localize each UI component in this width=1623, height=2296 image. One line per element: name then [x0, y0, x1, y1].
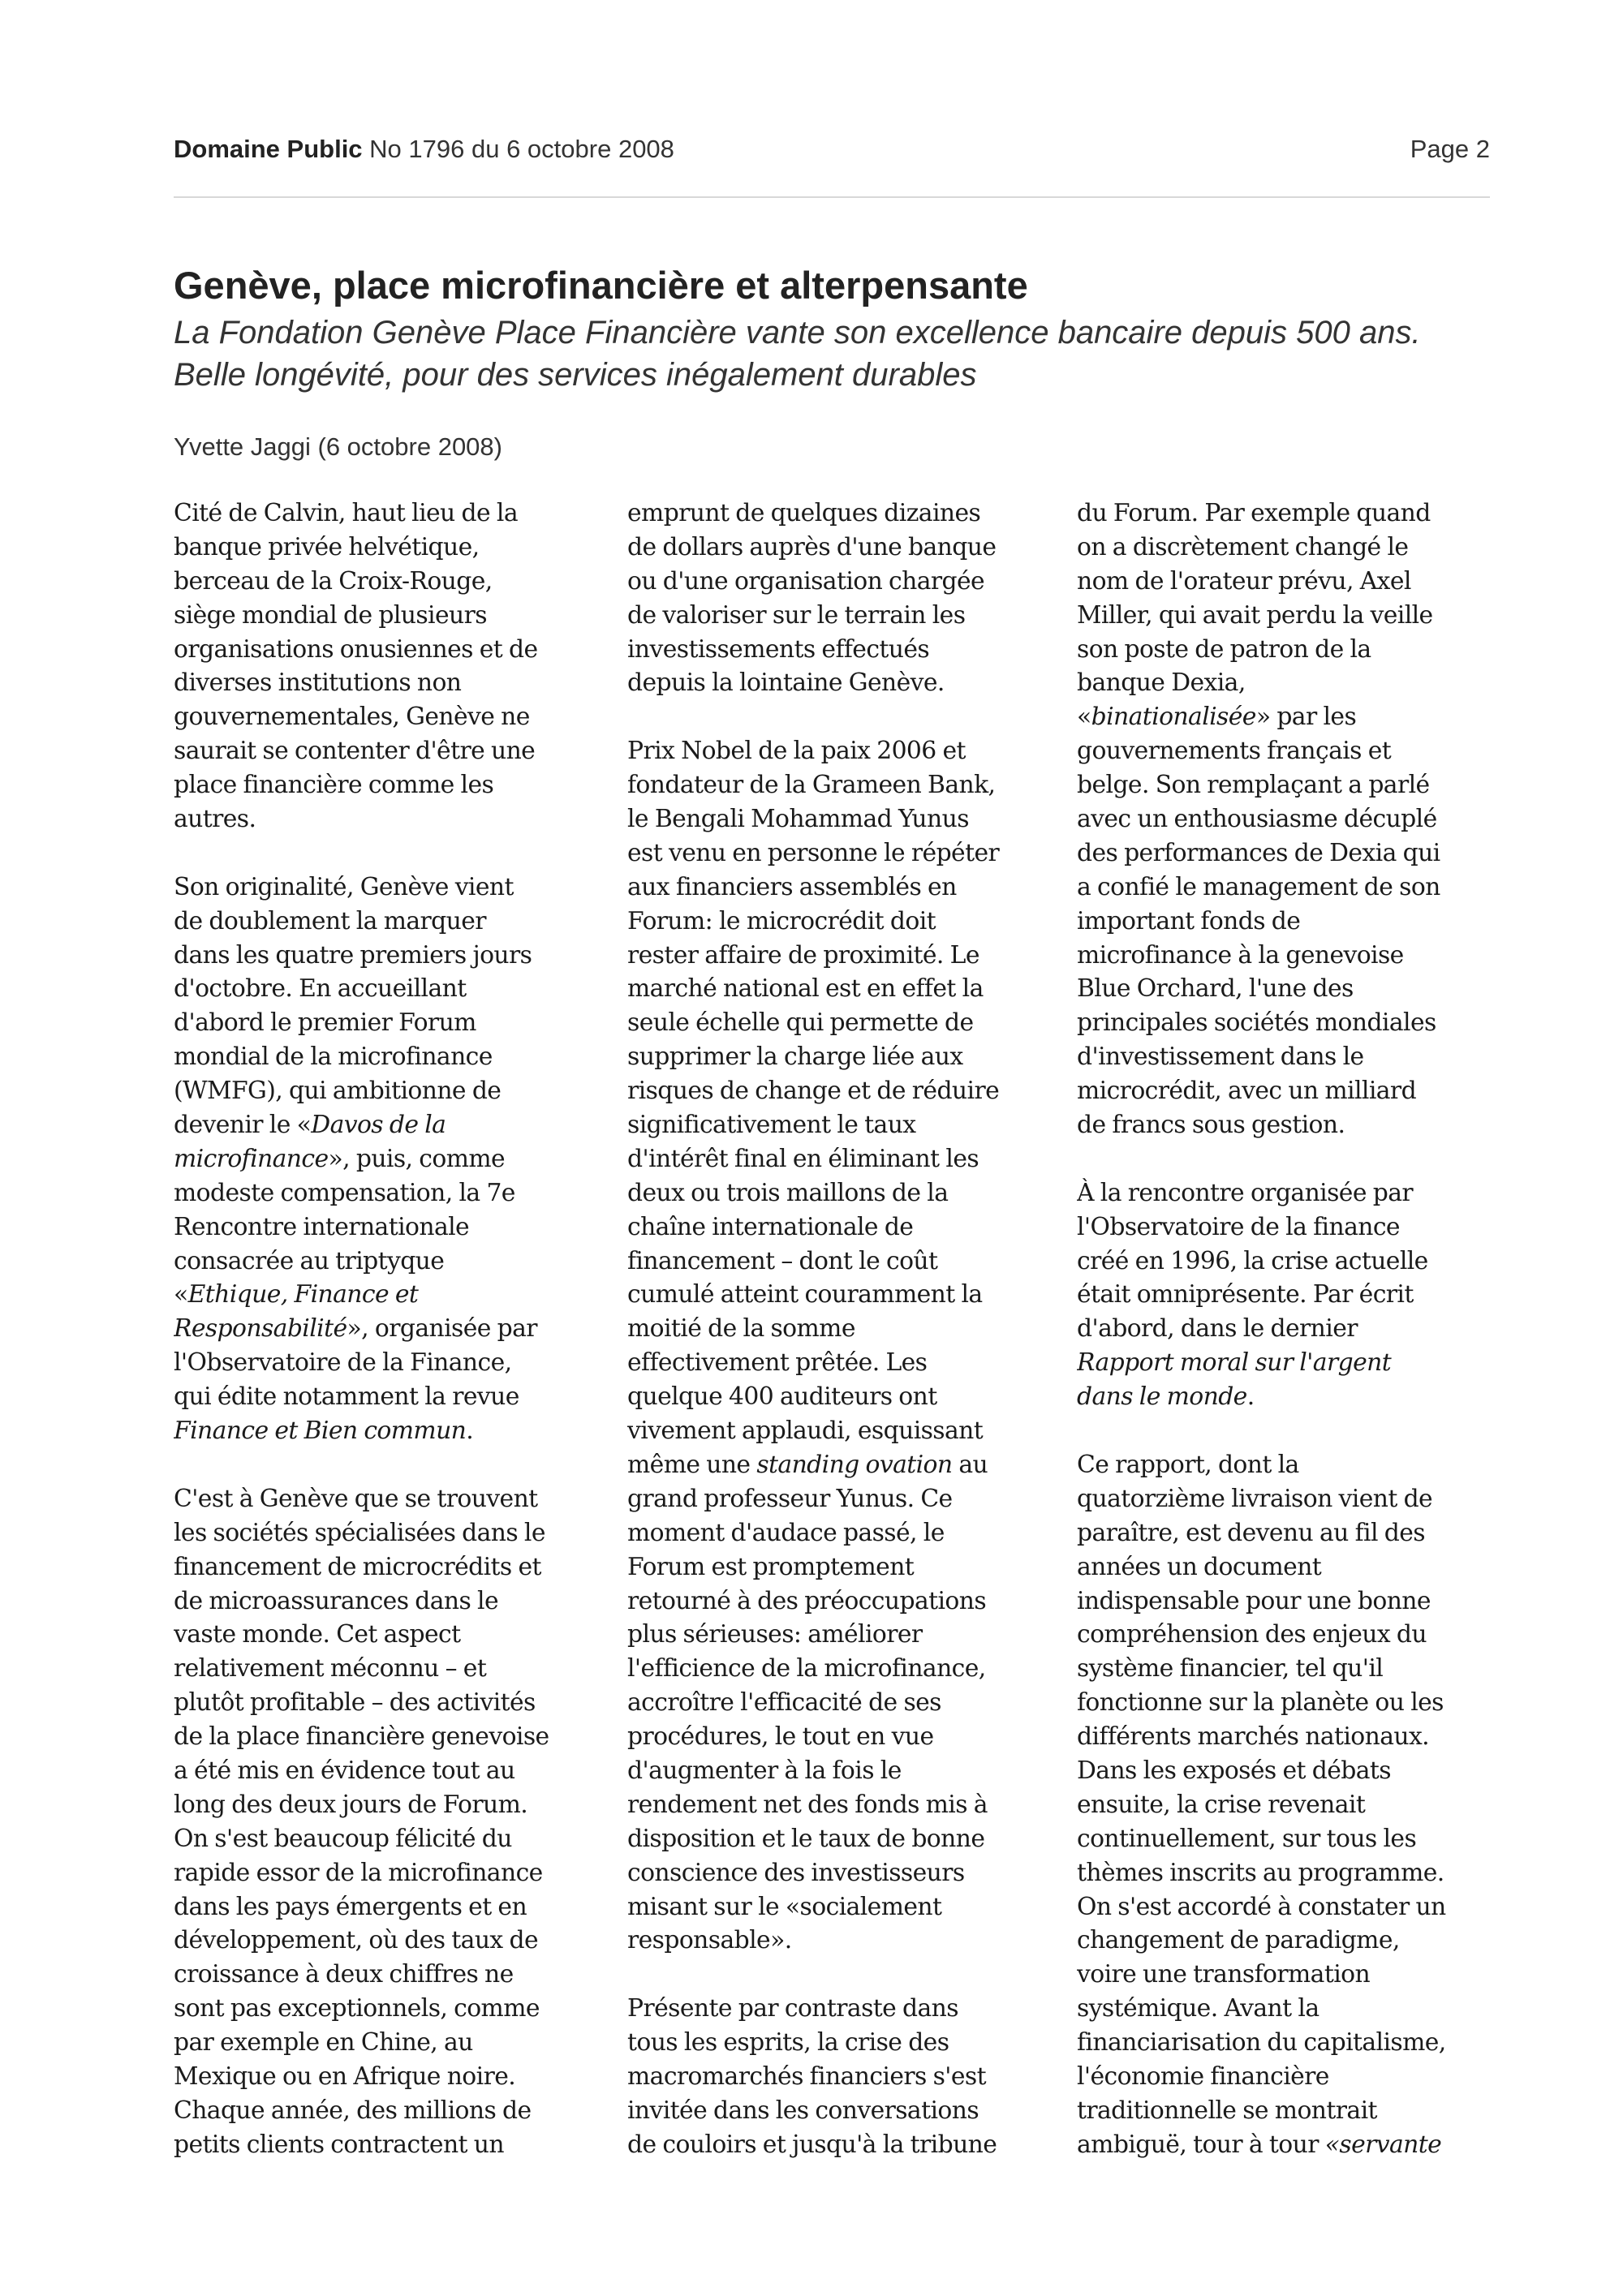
text-line: seule échelle qui permette de: [627, 1008, 974, 1038]
text-line: d'octobre. En accueillant: [174, 974, 467, 1004]
text-line: dans les quatre premiers jours: [174, 940, 532, 970]
text-line: banque privée helvétique,: [174, 532, 480, 561]
text-line: les sociétés spécialisées dans le: [174, 1518, 545, 1547]
text-line: différents marchés nationaux.: [1077, 1722, 1430, 1752]
text-line: paraître, est devenu au fil des: [1077, 1518, 1425, 1547]
text-line: par exemple en Chine, au: [174, 2028, 473, 2057]
text-line: ou d'une organisation chargée: [627, 566, 985, 595]
text-line: le Bengali Mohammad Yunus: [627, 805, 969, 834]
text-line: de dollars auprès d'une banque: [627, 532, 997, 561]
text-line: dans les pays émergents et en: [174, 1892, 527, 1921]
text-line: rapide essor de la microfinance: [174, 1858, 543, 1887]
text-line: était omniprésente. Par écrit: [1077, 1280, 1414, 1309]
text-line: saurait se contenter d'être une: [174, 737, 536, 766]
text-line: des performances de Dexia qui: [1077, 838, 1440, 867]
text-line: Responsabilité», organisée par: [174, 1314, 537, 1344]
text-line: À la rencontre organisée par: [1077, 1178, 1414, 1207]
text-line: quelque 400 auditeurs ont: [627, 1382, 937, 1412]
paragraph-gap: [1077, 1142, 1507, 1176]
text-line: dans le monde.: [1077, 1382, 1255, 1412]
text-line: Forum est promptement: [627, 1552, 915, 1581]
issue-info: No 1796 du 6 octobre 2008: [369, 135, 674, 163]
text-line: place financière comme les: [174, 771, 494, 800]
text-line: croissance à deux chiffres ne: [174, 1960, 514, 1989]
article-byline: Yvette Jaggi (6 octobre 2008): [174, 432, 502, 461]
text-line: autres.: [174, 805, 256, 834]
text-line: On s'est beaucoup félicité du: [174, 1824, 512, 1853]
text-line: ambiguë, tour à tour «servante: [1077, 2130, 1442, 2159]
text-line: Cité de Calvin, haut lieu de la: [174, 499, 518, 527]
header-divider: [174, 196, 1490, 198]
text-line: relativement méconnu – et: [174, 1654, 487, 1683]
text-line: l'économie financière: [1077, 2062, 1329, 2091]
text-line: d'abord, dans le dernier: [1077, 1314, 1358, 1344]
text-line: belge. Son remplaçant a parlé: [1077, 771, 1430, 800]
text-line: important fonds de: [1077, 906, 1301, 935]
text-line: Mexique ou en Afrique noire.: [174, 2062, 516, 2091]
text-line: Présente par contraste dans: [627, 1994, 958, 2023]
text-line: diverses institutions non: [174, 669, 462, 698]
text-line: qui édite notamment la revue: [174, 1382, 519, 1412]
text-line: vaste monde. Cet aspect: [174, 1620, 461, 1649]
text-line: accroître l'efficacité de ses: [627, 1688, 941, 1718]
text-line: mondial de la microfinance: [174, 1043, 493, 1072]
text-line: de microassurances dans le: [174, 1586, 499, 1615]
text-line: procédures, le tout en vue: [627, 1722, 934, 1752]
text-line: ensuite, la crise revenait: [1077, 1790, 1366, 1819]
text-line: continuellement, sur tous les: [1077, 1824, 1417, 1853]
text-line: avec un enthousiasme décuplé: [1077, 805, 1437, 834]
text-line: siège mondial de plusieurs: [174, 600, 487, 630]
text-line: Son originalité, Genève vient: [174, 872, 514, 901]
text-line: son poste de patron de la: [1077, 634, 1371, 664]
text-line: compréhension des enjeux du: [1077, 1620, 1427, 1649]
publication-info: [174, 135, 674, 164]
paragraph-gap: [174, 836, 604, 871]
paragraph-gap: [627, 1958, 1057, 1992]
text-line: Forum: le microcrédit doit: [627, 906, 936, 935]
text-line: disposition et le taux de bonne: [627, 1824, 985, 1853]
text-line: risques de change et de réduire: [627, 1077, 1000, 1106]
text-line: Miller, qui avait perdu la veille: [1077, 600, 1433, 630]
text-line: de francs sous gestion.: [1077, 1111, 1345, 1140]
article-subtitle: La Fondation Genève Place Financière vante son excellence bancaire depuis 500 ans. Belle longévité, pour des services inégalement durables: [174, 315, 1421, 393]
text-line: l'Observatoire de la finance: [1077, 1212, 1400, 1241]
text-line: rester affaire de proximité. Le: [627, 940, 979, 970]
text-line: Dans les exposés et débats: [1077, 1756, 1391, 1785]
text-line: d'investissement dans le: [1077, 1043, 1364, 1072]
text-line: effectivement prêtée. Les: [627, 1348, 928, 1378]
text-line: gouvernementales, Genève ne: [174, 703, 530, 732]
text-line: moitié de la somme: [627, 1314, 855, 1344]
text-line: aux financiers assemblés en: [627, 872, 957, 901]
text-line: macromarchés financiers s'est: [627, 2062, 986, 2091]
text-line: tous les esprits, la crise des: [627, 2028, 949, 2057]
text-line: changement de paradigme,: [1077, 1926, 1400, 1955]
text-line: C'est à Genève que se trouvent: [174, 1484, 538, 1513]
text-column-1: [174, 497, 604, 2168]
text-line: plus sérieuses: améliorer: [627, 1620, 923, 1649]
text-line: banque Dexia,: [1077, 669, 1246, 698]
text-line: berceau de la Croix-Rouge,: [174, 566, 493, 595]
text-line: on a discrètement changé le: [1077, 532, 1409, 561]
text-line: supprimer la charge liée aux: [627, 1043, 963, 1072]
text-line: emprunt de quelques dizaines: [627, 499, 981, 527]
text-line: principales sociétés mondiales: [1077, 1008, 1436, 1038]
text-line: gouvernements français et: [1077, 737, 1392, 766]
text-line: cumulé atteint couramment la: [627, 1280, 983, 1309]
text-line: Prix Nobel de la paix 2006 et: [627, 737, 966, 766]
article-title: Genève, place microfinancière et alterpensante: [174, 264, 1028, 307]
text-column-2: [627, 497, 1057, 2168]
text-line: fondateur de la Grameen Bank,: [627, 771, 996, 800]
text-line: vivement applaudi, esquissant: [627, 1417, 984, 1446]
paragraph-gap: [1077, 1414, 1507, 1448]
text-line: de doublement la marquer: [174, 906, 486, 935]
text-line: indispensable pour une bonne: [1077, 1586, 1431, 1615]
page-number: Page 2: [1410, 135, 1490, 163]
text-line: d'intérêt final en éliminant les: [627, 1144, 979, 1173]
text-line: systémique. Avant la: [1077, 1994, 1319, 2023]
text-line: Finance et Bien commun.: [174, 1417, 474, 1446]
text-line: fonctionne sur la planète ou les: [1077, 1688, 1444, 1718]
text-line: grand professeur Yunus. Ce: [627, 1484, 953, 1513]
text-line: créé en 1996, la crise actuelle: [1077, 1246, 1428, 1275]
text-line: de couloirs et jusqu'à la tribune: [627, 2130, 997, 2159]
text-line: d'augmenter à la fois le: [627, 1756, 902, 1785]
text-line: Chaque année, des millions de: [174, 2096, 532, 2125]
text-line: devenir le «Davos de la: [174, 1111, 446, 1140]
text-line: long des deux jours de Forum.: [174, 1790, 528, 1819]
text-line: l'efficience de la microfinance,: [627, 1654, 986, 1683]
text-line: invitée dans les conversations: [627, 2096, 979, 2125]
text-line: traditionnelle se montrait: [1077, 2096, 1377, 2125]
text-line: a été mis en évidence tout au: [174, 1756, 515, 1785]
text-line: responsable».: [627, 1926, 792, 1955]
text-line: du Forum. Par exemple quand: [1077, 499, 1431, 527]
text-line: quatorzième livraison vient de: [1077, 1484, 1433, 1513]
text-line: Rapport moral sur l'argent: [1077, 1348, 1392, 1378]
text-line: Ce rapport, dont la: [1077, 1450, 1299, 1479]
text-line: consacrée au triptyque: [174, 1246, 445, 1275]
text-line: «Ethique, Finance et: [174, 1280, 419, 1309]
text-line: (WMFG), qui ambitionne de: [174, 1077, 502, 1106]
text-line: Blue Orchard, l'une des: [1077, 974, 1354, 1004]
text-line: microfinance à la genevoise: [1077, 940, 1404, 970]
text-line: «binationalisée» par les: [1077, 703, 1357, 732]
text-line: sont pas exceptionnels, comme: [174, 1994, 540, 2023]
text-line: significativement le taux: [627, 1111, 916, 1140]
paragraph-gap: [627, 700, 1057, 734]
text-line: chaîne internationale de: [627, 1212, 914, 1241]
text-line: développement, où des taux de: [174, 1926, 539, 1955]
text-line: de la place financière genevoise: [174, 1722, 549, 1752]
text-line: marché national est en effet la: [627, 974, 984, 1004]
text-line: financiarisation du capitalisme,: [1077, 2028, 1446, 2057]
text-line: moment d'audace passé, le: [627, 1518, 945, 1547]
text-line: l'Observatoire de la Finance,: [174, 1348, 512, 1378]
text-column-3: [1077, 497, 1507, 2168]
text-line: depuis la lointaine Genève.: [627, 669, 945, 698]
text-line: plutôt profitable – des activités: [174, 1688, 536, 1718]
text-line: organisations onusiennes et de: [174, 634, 538, 664]
text-line: a confié le management de son: [1077, 872, 1440, 901]
text-line: retourné à des préoccupations: [627, 1586, 987, 1615]
text-line: est venu en personne le répéter: [627, 838, 1000, 867]
text-line: système financier, tel qu'il: [1077, 1654, 1384, 1683]
text-line: même une standing ovation au: [627, 1450, 988, 1479]
text-line: nom de l'orateur prévu, Axel: [1077, 566, 1411, 595]
text-line: misant sur le «socialement: [627, 1892, 942, 1921]
text-line: petits clients contractent un: [174, 2130, 504, 2159]
text-line: investissements effectués: [627, 634, 930, 664]
text-line: On s'est accordé à constater un: [1077, 1892, 1446, 1921]
text-line: thèmes inscrits au programme.: [1077, 1858, 1444, 1887]
text-line: voire une transformation: [1077, 1960, 1371, 1989]
text-line: microfinance», puis, comme: [174, 1144, 506, 1173]
publication-name: Domaine Public: [174, 135, 363, 163]
text-line: d'abord le premier Forum: [174, 1008, 476, 1038]
text-line: années un document: [1077, 1552, 1322, 1581]
text-line: microcrédit, avec un milliard: [1077, 1077, 1417, 1106]
page-header: [174, 135, 1490, 175]
text-line: Rencontre internationale: [174, 1212, 470, 1241]
text-line: deux ou trois maillons de la: [627, 1178, 949, 1207]
text-line: rendement net des fonds mis à: [627, 1790, 988, 1819]
text-line: financement de microcrédits et: [174, 1552, 541, 1581]
text-line: conscience des investisseurs: [627, 1858, 965, 1887]
paragraph-gap: [174, 1448, 604, 1482]
text-line: modeste compensation, la 7e: [174, 1178, 515, 1207]
text-line: financement – dont le coût: [627, 1246, 938, 1275]
text-line: de valoriser sur le terrain les: [627, 600, 966, 630]
